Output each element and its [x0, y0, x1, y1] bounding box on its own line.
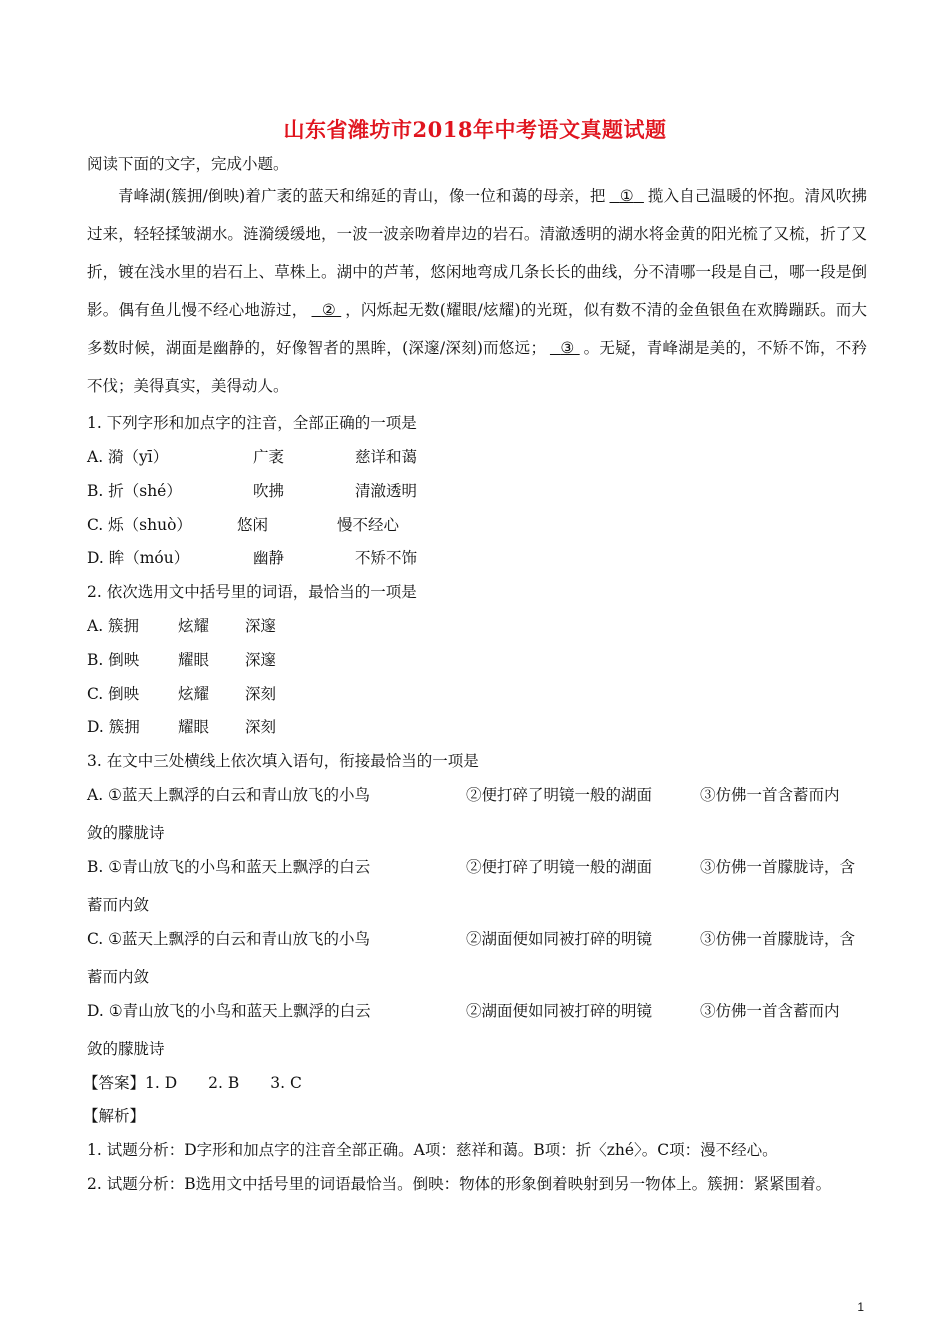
analysis-label: 【解析】: [83, 1107, 146, 1125]
analysis-item-2: 2. 试题分析：B选用文中括号里的词语最恰当。倒映：物体的形象倒着映射到另一物体上。簇拥：紧紧围着。: [87, 1175, 832, 1193]
blank-2: ②: [321, 301, 337, 319]
analysis-item-1: 1. 试题分析：D字形和加点字的注音全部正确。A项：慈祥和蔼。B项：折〈zhé〉。C项：漫不经心。: [87, 1141, 778, 1159]
q3-option-b-cont: 蓄而内敛: [87, 896, 150, 914]
page-number: 1: [857, 1300, 864, 1314]
blank-1: ①: [619, 187, 634, 205]
passage-text-3: ，闪烁起无数(耀眼/炫耀)的光斑，似有数不清的金鱼银鱼在欢腾蹦跃。而大多数时候，湖面是幽静的，好像智者的黑眸，(深邃/深刻)而悠远；: [87, 301, 867, 357]
passage-text-4: 。无疑，青峰湖是美的，不矫不饰，不矜不伐；美得真实，美得动人。: [87, 339, 867, 395]
question-3-stem: 3. 在文中三处横线上依次填入语句，衔接最恰当的一项是: [87, 752, 479, 770]
reading-passage: [87, 177, 867, 405]
passage-text-2: 揽入自己温暖的怀抱。清风吹拂过来，轻轻揉皱湖水。涟漪缓缓地，一波一波亲吻着岸边的岩石。清澈透明的湖水将金黄的阳光梳了又梳，折了又折，镀在浅水里的岩石上、草株上。湖中的芦苇，悠闲地弯成几条长长的曲线，分不清哪一段是自己，哪一段是倒影。偶有鱼儿慢不经心地游过，: [87, 187, 867, 319]
document-page: 山东省潍坊市2018年中考语文真题试题 阅读下面的文字，完成小题。 青峰湖(簇拥/倒映)着广袤的蓝天和绵延的青山，像一位和蔼的母亲，把 ① 揽入自己温暖的怀抱。清风吹拂过来，轻轻揉皱湖水。涟漪缓缓地，一波一波亲吻着岸边的岩石。清澈透明的湖水将金黄的阳光梳了又梳，折了又折，镀在浅水里的岩石上、草株上。湖中的芦苇，悠闲地弯成几条长长的曲线，分不清哪一段是自己，哪一段是倒影。偶有鱼儿慢不经心地游过， ② ，闪烁起无数(耀眼/炫耀)的光斑，似有数不清的金鱼银鱼在欢腾蹦跃。而大多数时候，湖面是幽静的，好像智者的黑眸，(深邃/深刻)而悠远； ③ 。无疑，青峰湖是美的，不矫不饰，不矜不伐；美得真实，美得动人。 1. 下列字形和加点字的注音，全部正确的一项是 A. 漪（yī） 广袤 慈详和蔼 B. 折（shé） 吹拂 清澈透明 C. 烁（shuò） 悠闲 慢不经心 D. 眸（móu） 幽静 不矫不饰 2. 依次选用文中括号里的词语，最恰当的一项是 A. 簇拥 炫耀 深邃 B. 倒映 耀眼 深邃 C. 倒映 炫耀 深刻 D. 簇拥 耀眼 深刻 3. 在文中三处横线上依次填入语句，衔接最恰当的一项是 A. ①蓝天上飘浮的白云和青山放飞的小鸟 ②便打碎了明镜一般的湖面 ③仿佛一首含蓄而内 敛的朦胧诗 B. ①青山放飞的小鸟和蓝天上飘浮的白云 ②便打碎了明镜一般的湖面 ③仿佛一首朦胧诗，含 蓄而内敛 C. ①蓝天上飘浮的白云和青山放飞的小鸟 ②湖面便如同被打碎的明镜 ③仿佛一首朦胧诗，含 蓄而内敛 D. ①青山放飞的小鸟和蓝天上飘浮的白云 ②湖面便如同被打碎的明镜 ③仿佛一首含蓄而内 敛的朦胧诗 【答案】1. D 2. B 3. C 【解析】 1. 试题分析：D字形和加点字的注音全部正确。A项：慈祥和蔼。B项：折〈zhé〉。C项：漫不经心。 2. 试题分析：B选用文中括号里的词语最恰当。倒映：物体的形象倒着映射到另一物体上。簇拥：紧紧围着。 1: [0, 0, 950, 1344]
q3-option-c-cont: 蓄而内敛: [87, 968, 150, 986]
passage-text-1: 青峰湖(簇拥/倒映)着广袤的蓝天和绵延的青山，像一位和蔼的母亲，把: [118, 187, 606, 205]
answer-key: 【答案】1. D 2. B 3. C: [83, 1074, 302, 1092]
blank-3: ③: [560, 339, 575, 357]
q3-option-d-cont: 敛的朦胧诗: [87, 1040, 165, 1058]
question-2-stem: 2. 依次选用文中括号里的词语，最恰当的一项是: [87, 583, 417, 601]
q3-option-a-cont: 敛的朦胧诗: [87, 824, 165, 842]
page-title: 山东省潍坊市2018年中考语文真题试题: [283, 117, 667, 142]
question-1-stem: 1. 下列字形和加点字的注音，全部正确的一项是: [87, 414, 417, 432]
instruction: 阅读下面的文字，完成小题。: [87, 155, 289, 173]
